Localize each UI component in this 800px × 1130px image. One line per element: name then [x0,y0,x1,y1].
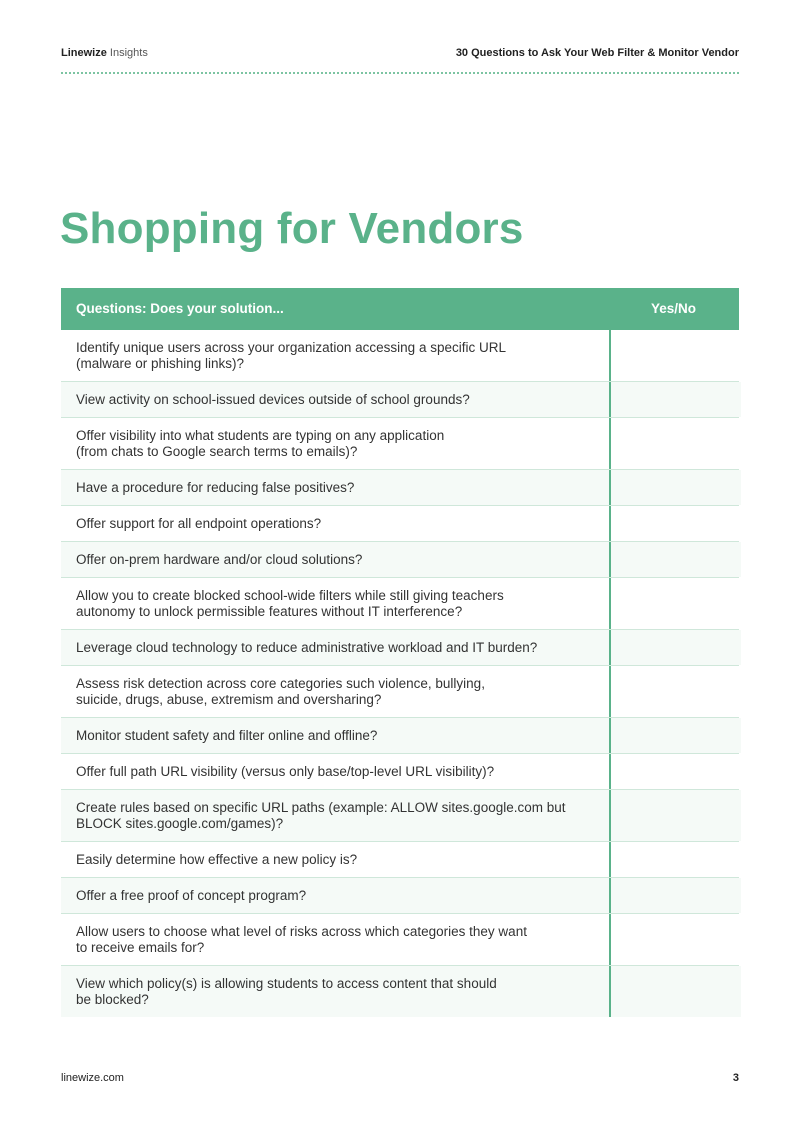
question-text: Have a procedure for reducing false positives? [76,479,355,495]
answer-cell[interactable] [609,718,741,753]
table-row [61,666,739,718]
answer-cell[interactable] [609,842,741,877]
table-row [61,914,739,966]
page-number: 3 [732,1072,739,1084]
table-row [61,630,739,666]
table-row [61,470,739,506]
table-row [61,790,739,842]
table-row [61,578,739,630]
answer-cell[interactable] [609,506,741,541]
answer-cell[interactable] [609,330,741,381]
question-text: Offer support for all endpoint operations? [76,515,322,531]
question-text: Allow you to create blocked school-wide filters while still giving teachers autonomy to unlock permissible features without IT interference? [76,587,504,619]
table-row [61,754,739,790]
question-text: Offer a free proof of concept program? [76,887,307,903]
answer-cell[interactable] [609,790,741,841]
question-text: Easily determine how effective a new policy is? [76,851,358,867]
table-row [61,506,739,542]
table-row [61,382,739,418]
question-text: Identify unique users across your organization accessing a specific URL (malware or phishing links)? [76,339,506,371]
question-text: Assess risk detection across core categories such violence, bullying, suicide, drugs, abuse, extremism and oversharing? [76,675,485,707]
brand-suffix: Insights [109,47,148,59]
answer-cell[interactable] [609,754,741,789]
document-title: 30 Questions to Ask Your Web Filter & Monitor Vendor [455,47,739,59]
header-divider [61,72,739,74]
answer-cell[interactable] [609,470,741,505]
brand-name: Linewize [61,47,107,59]
page-title: Shopping for Vendors [60,204,524,253]
answer-cell[interactable] [609,382,741,417]
answer-cell[interactable] [609,542,741,577]
question-text: Allow users to choose what level of risks across which categories they want to receive emails for? [76,923,527,955]
question-text: View which policy(s) is allowing students to access content that should be blocked? [76,975,497,1007]
column-header-answer: Yes/No [651,301,697,316]
brand-logo [61,46,148,60]
table-row [61,330,739,382]
question-text: Leverage cloud technology to reduce administrative workload and IT burden? [76,639,538,655]
footer-site: linewize.com [61,1072,124,1084]
questions-table [61,288,739,1017]
answer-cell[interactable] [609,418,741,469]
question-text: Offer visibility into what students are typing on any application (from chats to Google search terms to emails)? [76,427,445,459]
page-header [61,46,739,60]
question-text: Create rules based on specific URL paths (example: ALLOW sites.google.com but BLOCK sites.google.com/games)? [76,799,566,831]
question-text: Offer full path URL visibility (versus only base/top-level URL visibility)? [76,763,495,779]
table-row [61,718,739,754]
table-header [61,288,739,330]
table-row [61,878,739,914]
question-text: View activity on school-issued devices outside of school grounds? [76,391,470,407]
answer-cell[interactable] [609,966,741,1017]
table-row [61,842,739,878]
answer-cell[interactable] [609,630,741,665]
question-text: Offer on-prem hardware and/or cloud solutions? [76,551,363,567]
table-row [61,966,739,1017]
answer-cell[interactable] [609,666,741,717]
table-body [61,330,739,1017]
answer-cell[interactable] [609,578,741,629]
table-row [61,542,739,578]
table-row [61,418,739,470]
answer-cell[interactable] [609,878,741,913]
answer-cell[interactable] [609,914,741,965]
question-text: Monitor student safety and filter online and offline? [76,727,378,743]
column-header-question: Questions: Does your solution... [76,301,284,316]
